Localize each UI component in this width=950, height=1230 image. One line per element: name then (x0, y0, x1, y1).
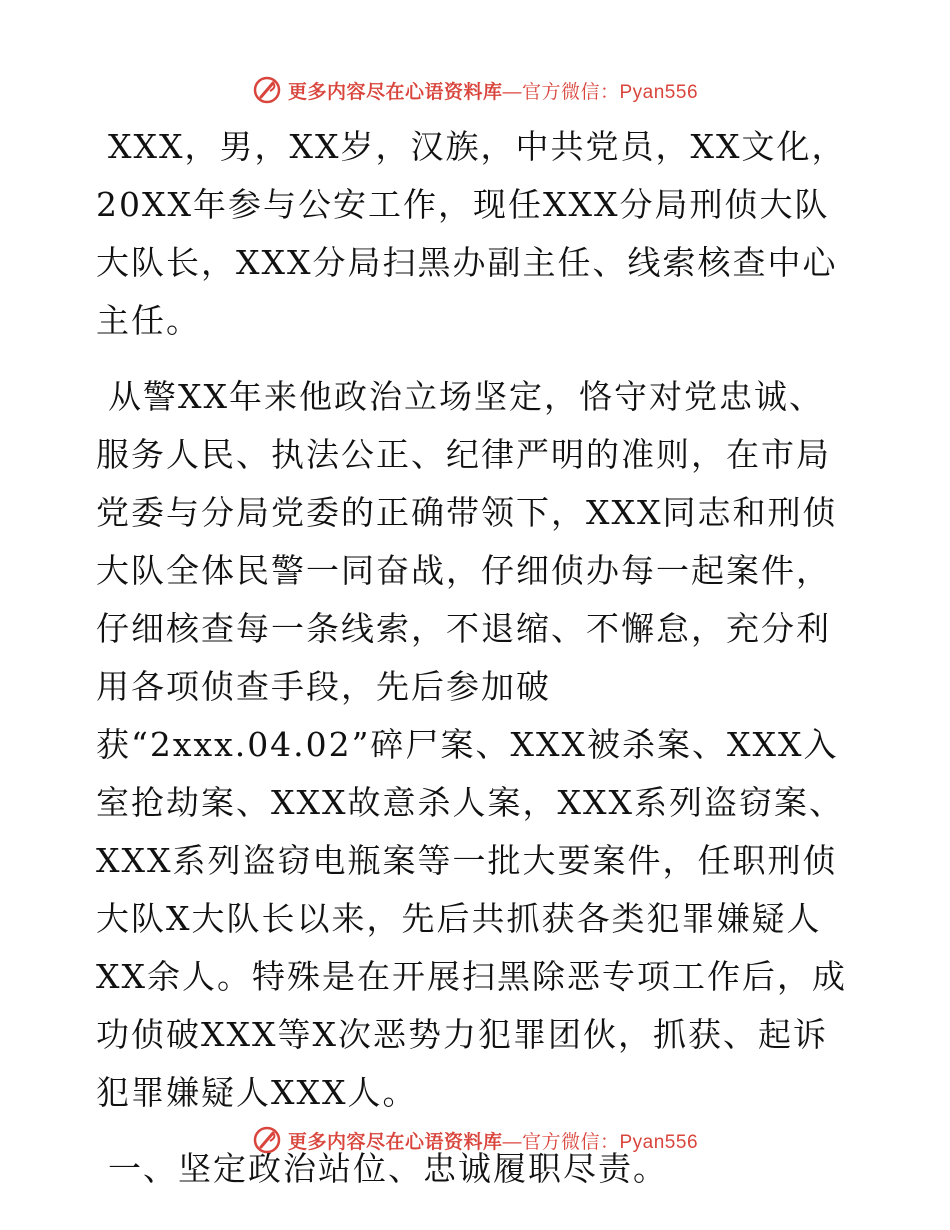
watermark-handle: Pyan556 (619, 1131, 699, 1153)
watermark-main-text: 更多内容尽在心语资料库 (287, 81, 503, 103)
watermark-sub-text: —官方微信： (502, 81, 620, 103)
quill-logo-icon (252, 75, 282, 105)
document-body (96, 118, 856, 1198)
paragraph-record (96, 368, 856, 1122)
watermark-sub-text: —官方微信： (502, 1131, 620, 1153)
watermark-main-text: 更多内容尽在心语资料库 (287, 1131, 503, 1153)
paragraph-intro (96, 118, 856, 350)
watermark-footer (0, 1122, 950, 1158)
watermark-handle: Pyan556 (619, 81, 699, 103)
paragraph-intro-text: XXX，男，XX岁，汉族，中共党员，XX文化，20XX年参与公安工作，现任XXX分局刑侦大队大队长，XXX分局扫黑办副主任、线索核查中心主任。 (96, 127, 847, 340)
watermark-header (0, 72, 950, 108)
quill-logo-icon (252, 1125, 282, 1155)
paragraph-record-text: 从警XX年来他政治立场坚定，恪守对党忠诚、服务人民、执法公正、纪律严明的准则，在市局党委与分局党委的正确带领下，XXX同志和刑侦大队全体民警一同奋战，仔细侦办每一起案件，仔细核查每一条线索，不退缩、不懈怠，充分利用各项侦查手段，先后参加破获“2xxx.04.02”碎尸案、XXX被杀案、XXX入室抢劫案、XXX故意杀人案，XXX系列盗窃案、XXX系列盗窃电瓶案等一批大要案件，任职刑侦大队X大队长以来，先后共抓获各类犯罪嫌疑人XX余人。特殊是在开展扫黑除恶专项工作后，成功侦破XXX等X次恶势力犯罪团伙，抓获、起诉犯罪嫌疑人XXX人。 (96, 377, 847, 1112)
section-heading-text: 一、坚定政治站位、忠诚履职尽责。 (108, 1149, 668, 1188)
